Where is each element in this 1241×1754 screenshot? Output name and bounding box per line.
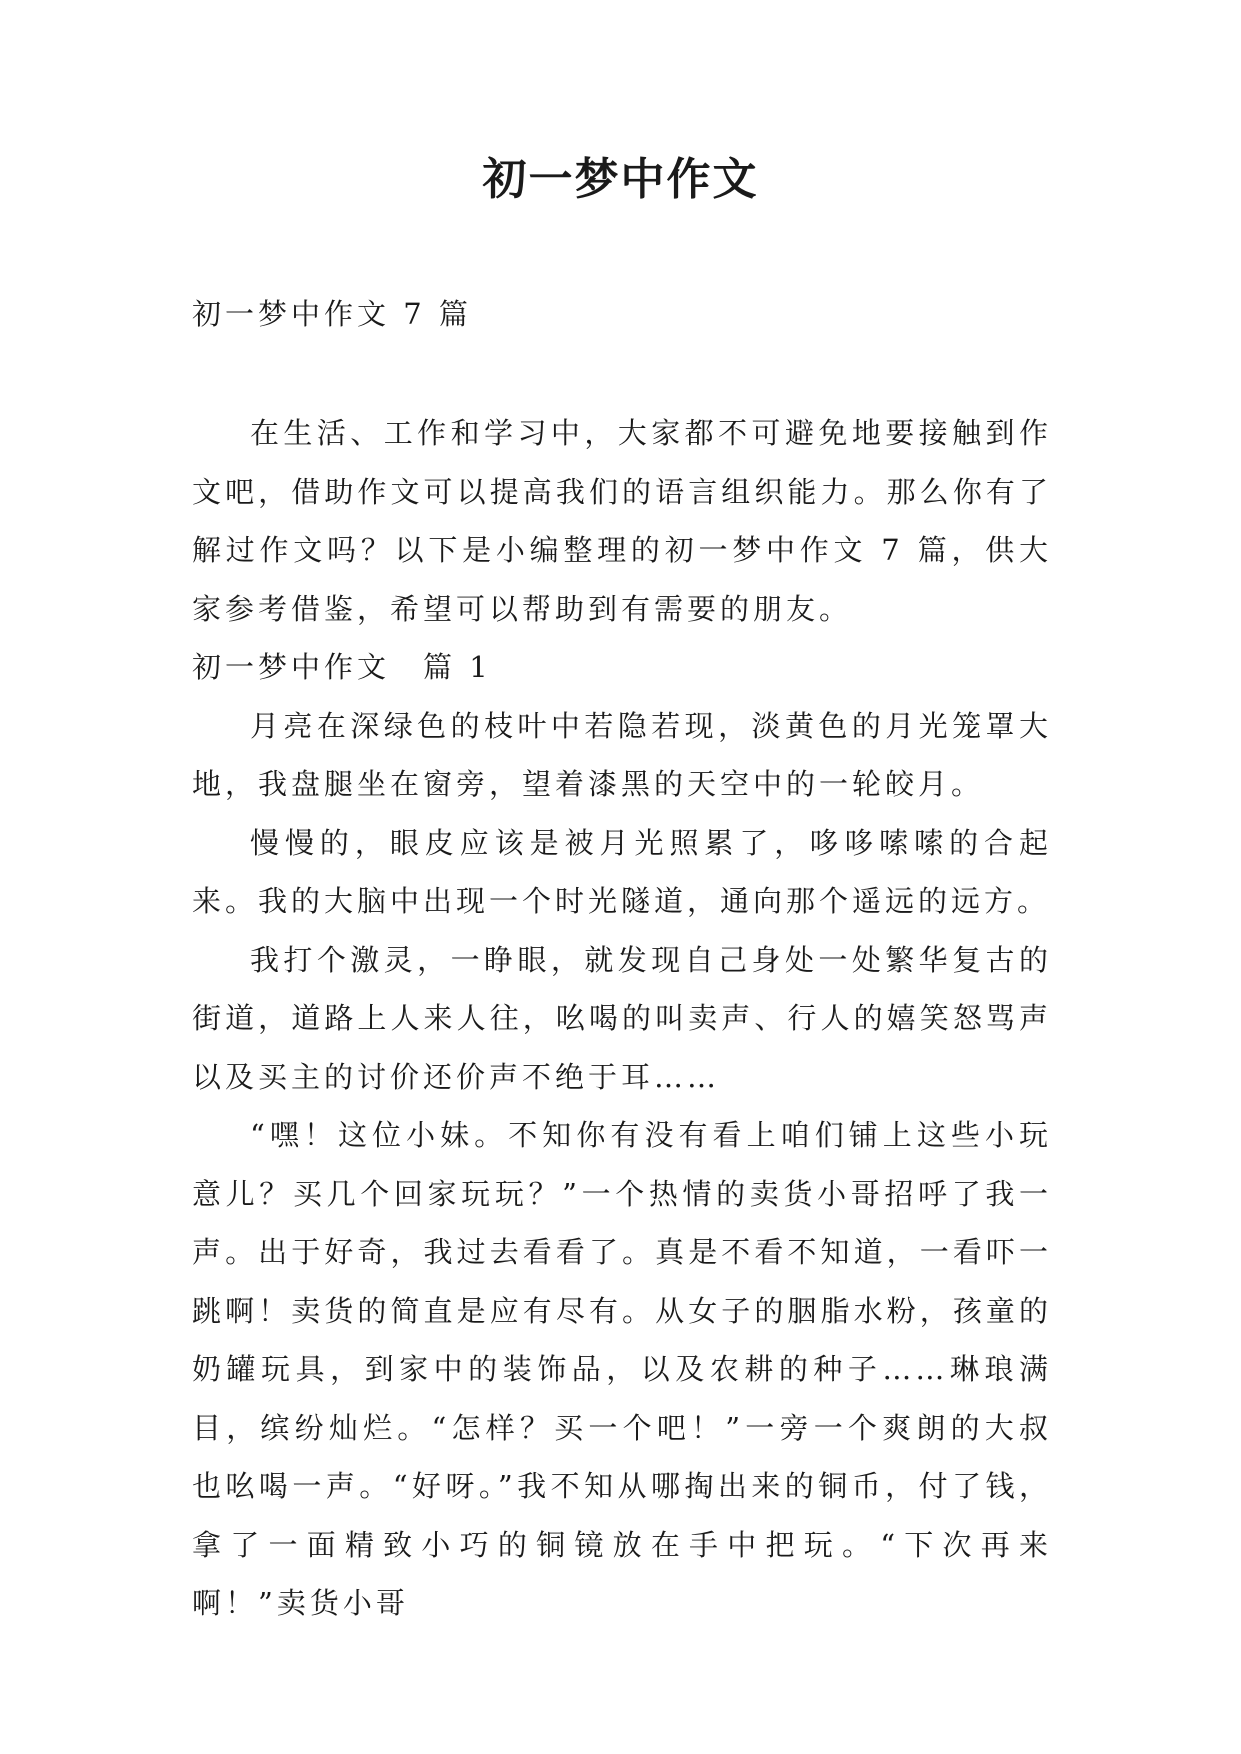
- section-heading: 初一梦中作文 篇 1: [192, 650, 492, 684]
- page-title: 初一梦中作文: [482, 154, 759, 205]
- document-body: [192, 404, 1052, 1633]
- body-paragraph: 我打个激灵，一睁眼，就发现自己身处一处繁华复古的街道，道路上人来人往，吆喝的叫卖声、行人的嬉笑怒骂声以及买主的讨价还价声不绝于耳……: [192, 942, 1052, 1094]
- body-paragraph: “嘿！这位小妹。不知你有没有看上咱们铺上这些小玩意儿？买几个回家玩玩？”一个热情的卖货小哥招呼了我一声。出于好奇，我过去看看了。真是不看不知道，一看吓一跳啊！卖货的简直是应有尽有。从女子的胭脂水粉，孩童的奶罐玩具，到家中的装饰品，以及农耕的种子……琳琅满目，缤纷灿烂。“怎样？买一个吧！”一旁一个爽朗的大叔也吆喝一声。“好呀。”我不知从哪掏出来的铜币，付了钱，拿了一面精致小巧的铜镜放在手中把玩。“下次再来啊！”卖货小哥: [192, 1118, 1052, 1620]
- body-paragraph: 月亮在深绿色的枝叶中若隐若现，淡黄色的月光笼罩大地，我盘腿坐在窗旁，望着漆黑的天空中的一轮皎月。: [192, 708, 1052, 801]
- document-subtitle: 初一梦中作文 7 篇: [192, 297, 472, 331]
- intro-paragraph: 在生活、工作和学习中，大家都不可避免地要接触到作文吧，借助作文可以提高我们的语言组织能力。那么你有了解过作文吗？以下是小编整理的初一梦中作文 7 篇，供大家参考借鉴，希望可以帮助到有需要的朋友。: [192, 416, 1052, 626]
- body-paragraph: 慢慢的，眼皮应该是被月光照累了，哆哆嗦嗦的合起来。我的大脑中出现一个时光隧道，通向那个遥远的远方。: [192, 825, 1052, 918]
